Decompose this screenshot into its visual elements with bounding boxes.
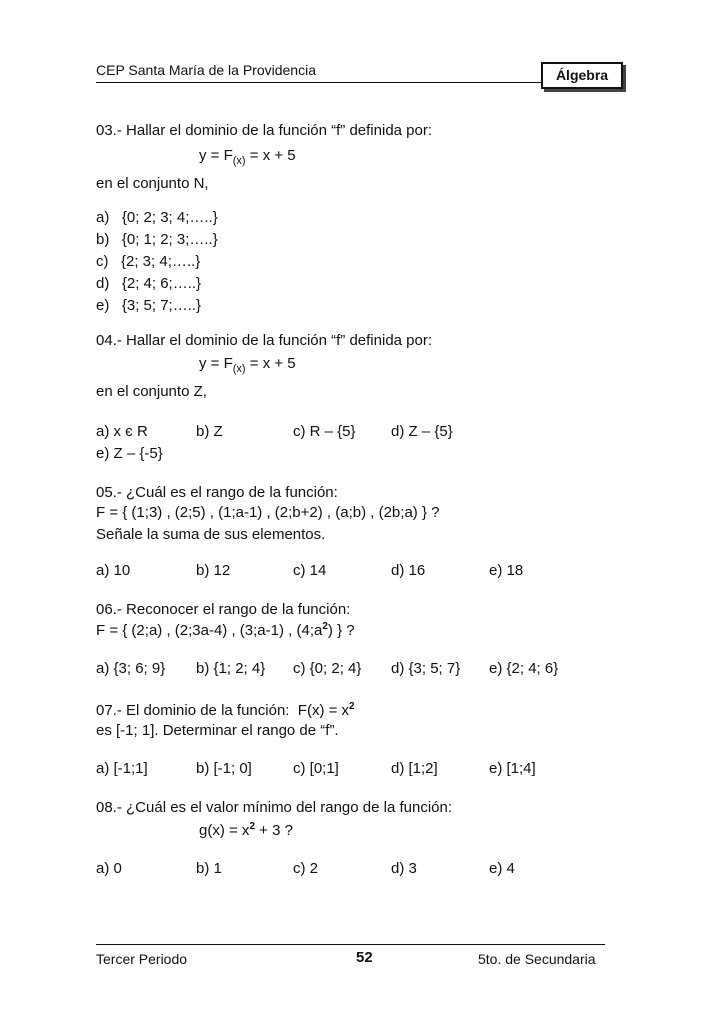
q07-option-e: e) [1;4] <box>489 760 536 777</box>
q07-stem-exponent: 2 <box>349 701 355 712</box>
q04-context: en el conjunto Z, <box>96 383 207 400</box>
q04-eq-sub: (x) <box>232 363 246 375</box>
q08-stem: 08.- ¿Cuál es el valor mínimo del rango de la función: <box>96 799 453 816</box>
q08-option-a: a) 0 <box>96 860 122 877</box>
q04-option-b: b) Z <box>196 423 223 440</box>
q06-option-b: b) {1; 2; 4} <box>196 660 266 677</box>
q03-option-e: e) {3; 5; 7;…..} <box>96 297 202 314</box>
header-rule <box>96 82 541 83</box>
q05-option-e: e) 18 <box>489 562 524 579</box>
q04-stem: 04.- Hallar el dominio de la función “f” definida por: <box>96 332 433 349</box>
q08-option-c: c) 2 <box>293 860 319 877</box>
q03-option-a: a) {0; 2; 3; 4;…..} <box>96 209 218 226</box>
header-subject-badge: Álgebra <box>541 62 623 89</box>
q03-eq-main: y = F <box>199 147 233 164</box>
q06-option-a: a) {3; 6; 9} <box>96 660 166 677</box>
q03-option-d: d) {2; 4; 6;…..} <box>96 275 202 292</box>
q07-stem <box>96 701 355 723</box>
q05-stem: 05.- ¿Cuál es el rango de la función: <box>96 484 338 501</box>
q07-line2: es [-1; 1]. Determinar el rango de “f”. <box>96 722 339 739</box>
q08-option-b: b) 1 <box>196 860 222 877</box>
q03-eq-rest: = x + 5 <box>245 147 296 164</box>
page-number: 52 <box>356 949 373 966</box>
q05-option-c: c) 14 <box>293 562 327 579</box>
q04-equation <box>199 354 296 375</box>
q03-eq-sub: (x) <box>232 155 246 167</box>
q03-context: en el conjunto N, <box>96 175 209 192</box>
q07-option-b: b) [-1; 0] <box>196 760 252 777</box>
q08-eq-part-b: + 3 ? <box>255 822 293 839</box>
q03-option-b: b) {0; 1; 2; 3;…..} <box>96 231 218 248</box>
q03-option-c: c) {2; 3; 4;…..} <box>96 253 201 270</box>
footer-rule <box>96 944 605 945</box>
q08-option-d: d) 3 <box>391 860 417 877</box>
q06-option-e: e) {2; 4; 6} <box>489 660 559 677</box>
q05-set: F = { (1;3) , (2;5) , (1;a-1) , (2;b+2) , (a;b) , (2b;a) } ? <box>96 504 440 521</box>
q06-set-part-a: F = { (2;a) , (2;3a-4) , (3;a-1) , (4;a <box>96 622 323 639</box>
q04-eq-rest: = x + 5 <box>245 355 296 372</box>
q08-eq-exponent: 2 <box>249 821 255 832</box>
q05-option-d: d) 16 <box>391 562 426 579</box>
q04-option-d: d) Z – {5} <box>391 423 453 440</box>
q04-option-c: c) R – {5} <box>293 423 356 440</box>
q07-option-c: c) [0;1] <box>293 760 339 777</box>
q06-option-c: c) {0; 2; 4} <box>293 660 362 677</box>
q05-option-b: b) 12 <box>196 562 231 579</box>
q05-instruction: Señale la suma de sus elementos. <box>96 526 326 543</box>
q06-set <box>96 621 355 643</box>
q04-option-a: a) x є R <box>96 423 148 440</box>
q08-option-e: e) 4 <box>489 860 515 877</box>
q06-set-exponent: 2 <box>322 621 328 632</box>
q08-equation <box>199 821 293 843</box>
q04-option-e: e) Z – {-5} <box>96 445 163 462</box>
q07-option-d: d) [1;2] <box>391 760 438 777</box>
q06-set-part-b: ) } ? <box>327 622 355 639</box>
footer-grade: 5to. de Secundaria <box>478 951 596 967</box>
q08-eq-part-a: g(x) = x <box>199 822 250 839</box>
footer-period: Tercer Periodo <box>96 951 188 967</box>
q03-equation <box>199 146 296 167</box>
q07-stem-text: 07.- El dominio de la función: F(x) = x <box>96 702 350 719</box>
q05-option-a: a) 10 <box>96 562 131 579</box>
q03-stem: 03.- Hallar el dominio de la función “f” definida por: <box>96 122 433 139</box>
q06-option-d: d) {3; 5; 7} <box>391 660 461 677</box>
q06-stem: 06.- Reconocer el rango de la función: <box>96 601 351 618</box>
q07-option-a: a) [-1;1] <box>96 760 148 777</box>
q04-eq-main: y = F <box>199 355 233 372</box>
header-school: CEP Santa María de la Providencia <box>96 62 316 78</box>
